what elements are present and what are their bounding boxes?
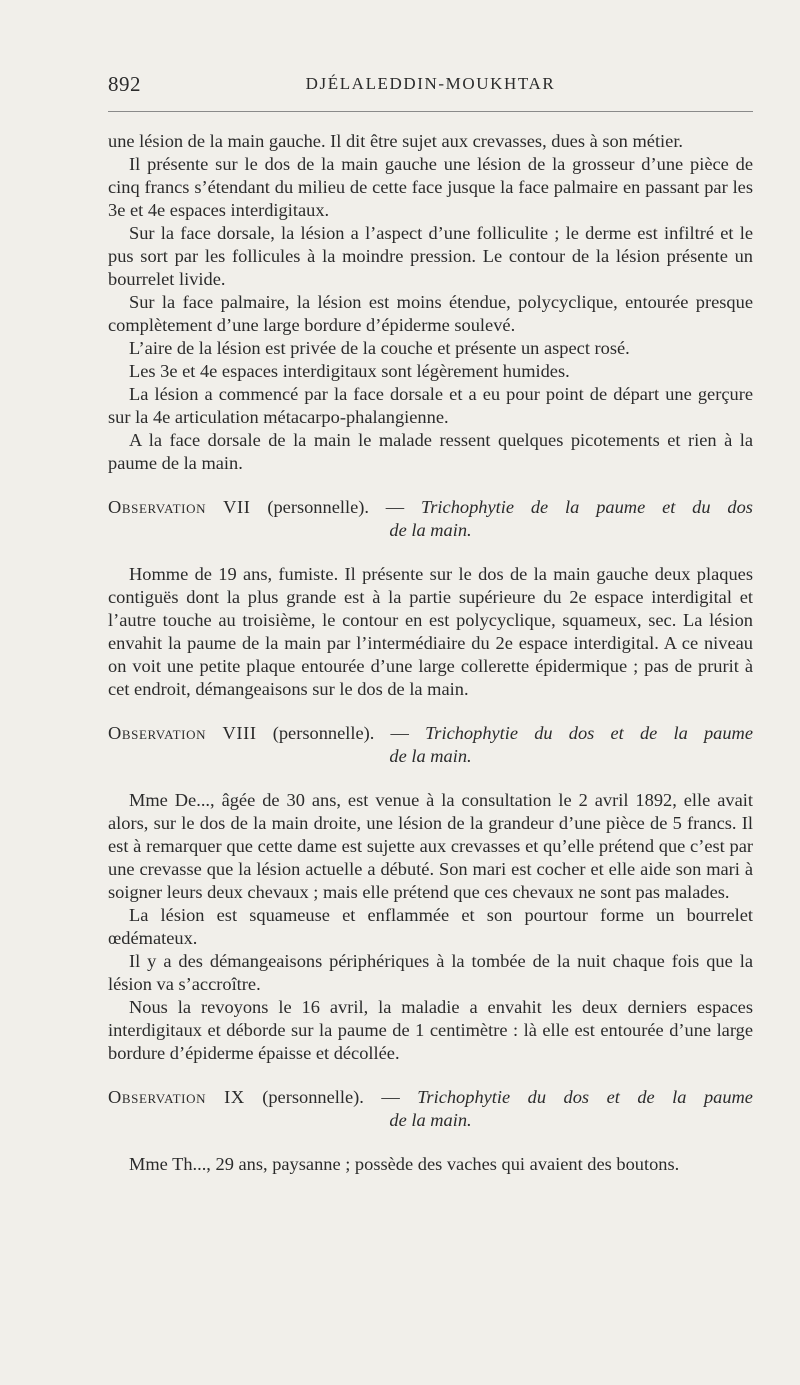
paragraph: Il présente sur le dos de la main gauche une lésion de la grosseur d’une pièce de cinq francs s’étendant du milieu de cette face jusque la face palmaire en passant par les 3e et 4e espaces interdigitaux. (108, 154, 753, 220)
observation-label: Observation VIII (108, 723, 257, 743)
paragraph: Mme De..., âgée de 30 ans, est venue à la consultation le 2 avril 1892, elle avait alors, sur le dos de la main droite, une lésion de la grandeur d’une pièce de 5 francs. Il est à remarquer que cette dame est sujette aux crevasses et qu’elle prétend que c’est par une crevasse que la lésion actuelle a débuté. Son mari est cocher et elle aide son mari à soigner leurs deux chevaux ; mais elle prétend que ces chevaux ne sont pas malades. (108, 790, 753, 902)
paragraph: Mme Th..., 29 ans, paysanne ; possède des vaches qui avaient des boutons. (129, 1154, 680, 1174)
paragraph: La lésion a commencé par la face dorsale et a eu pour point de départ une gerçure sur la 4e articulation métacarpo-phalangienne. (108, 384, 753, 427)
paragraph: Nous la revoyons le 16 avril, la maladie a envahit les deux derniers espaces interdigitaux et déborde sur la paume de 1 centimètre : là elle est entourée d’une large bordure d’épiderme épaisse et décollée. (108, 997, 753, 1063)
observation-label: Observation VII (108, 497, 251, 517)
paragraph: A la face dorsale de la main le malade ressent quelques picotements et rien à la paume de la main. (108, 430, 753, 473)
observation-qualifier: (personnelle). — (262, 1087, 400, 1107)
paragraph: La lésion est squameuse et enflammée et son pourtour forme un bourrelet œdémateux. (108, 905, 753, 948)
observation-title-continued: de la main. (389, 1110, 472, 1130)
paragraph: L’aire de la lésion est privée de la couche et présente un aspect rosé. (129, 338, 630, 358)
paragraph: Sur la face palmaire, la lésion est moins étendue, polycyclique, entourée presque complètement d’une large bordure d’épiderme soulevé. (108, 292, 753, 335)
paragraph: Homme de 19 ans, fumiste. Il présente sur le dos de la main gauche deux plaques contiguës dont la plus grande est à la partie supérieure du 2e espace interdigital et l’autre touche au troisième, le contour en est polycyclique, squameux, sec. La lésion envahit la paume de la main par l’intermédiaire du 2e espace interdigital. A ce niveau on voit une petite plaque entourée d’une large collerette épidermique ; pas de prurit à cet endroit, démangeaisons sur le dos de la main. (108, 564, 753, 699)
running-title: DJÉLALEDDIN-MOUKHTAR (305, 74, 556, 93)
body-text (108, 130, 753, 1176)
observation-label: Observation IX (108, 1087, 245, 1107)
observation-heading-ix (108, 1086, 753, 1132)
header-rule (108, 111, 753, 112)
paragraph: Les 3e et 4e espaces interdigitaux sont légèrement humides. (129, 361, 570, 381)
observation-qualifier: (personnelle). — (272, 723, 409, 743)
observation-title-continued: de la main. (389, 520, 472, 540)
page-header (108, 72, 753, 102)
observation-title-continued: de la main. (389, 746, 472, 766)
paragraph: Sur la face dorsale, la lésion a l’aspect d’une folliculite ; le derme est infiltré et le pus sort par les follicules à la moindre pression. Le contour de la lésion présente un bourrelet livide. (108, 223, 753, 289)
paragraph: Il y a des démangeaisons périphériques à la tombée de la nuit chaque fois que la lésion va s’accroître. (108, 951, 753, 994)
observation-title: Trichophytie du dos et de la paume (417, 1087, 753, 1107)
observation-title: Trichophytie de la paume et du dos (421, 497, 753, 517)
observation-title: Trichophytie du dos et de la paume (425, 723, 753, 743)
observation-heading-vii (108, 496, 753, 542)
paragraph: une lésion de la main gauche. Il dit être sujet aux crevasses, dues à son métier. (108, 131, 684, 151)
observation-qualifier: (personnelle). — (267, 497, 405, 517)
observation-heading-viii (108, 722, 753, 768)
page-number: 892 (108, 72, 141, 96)
